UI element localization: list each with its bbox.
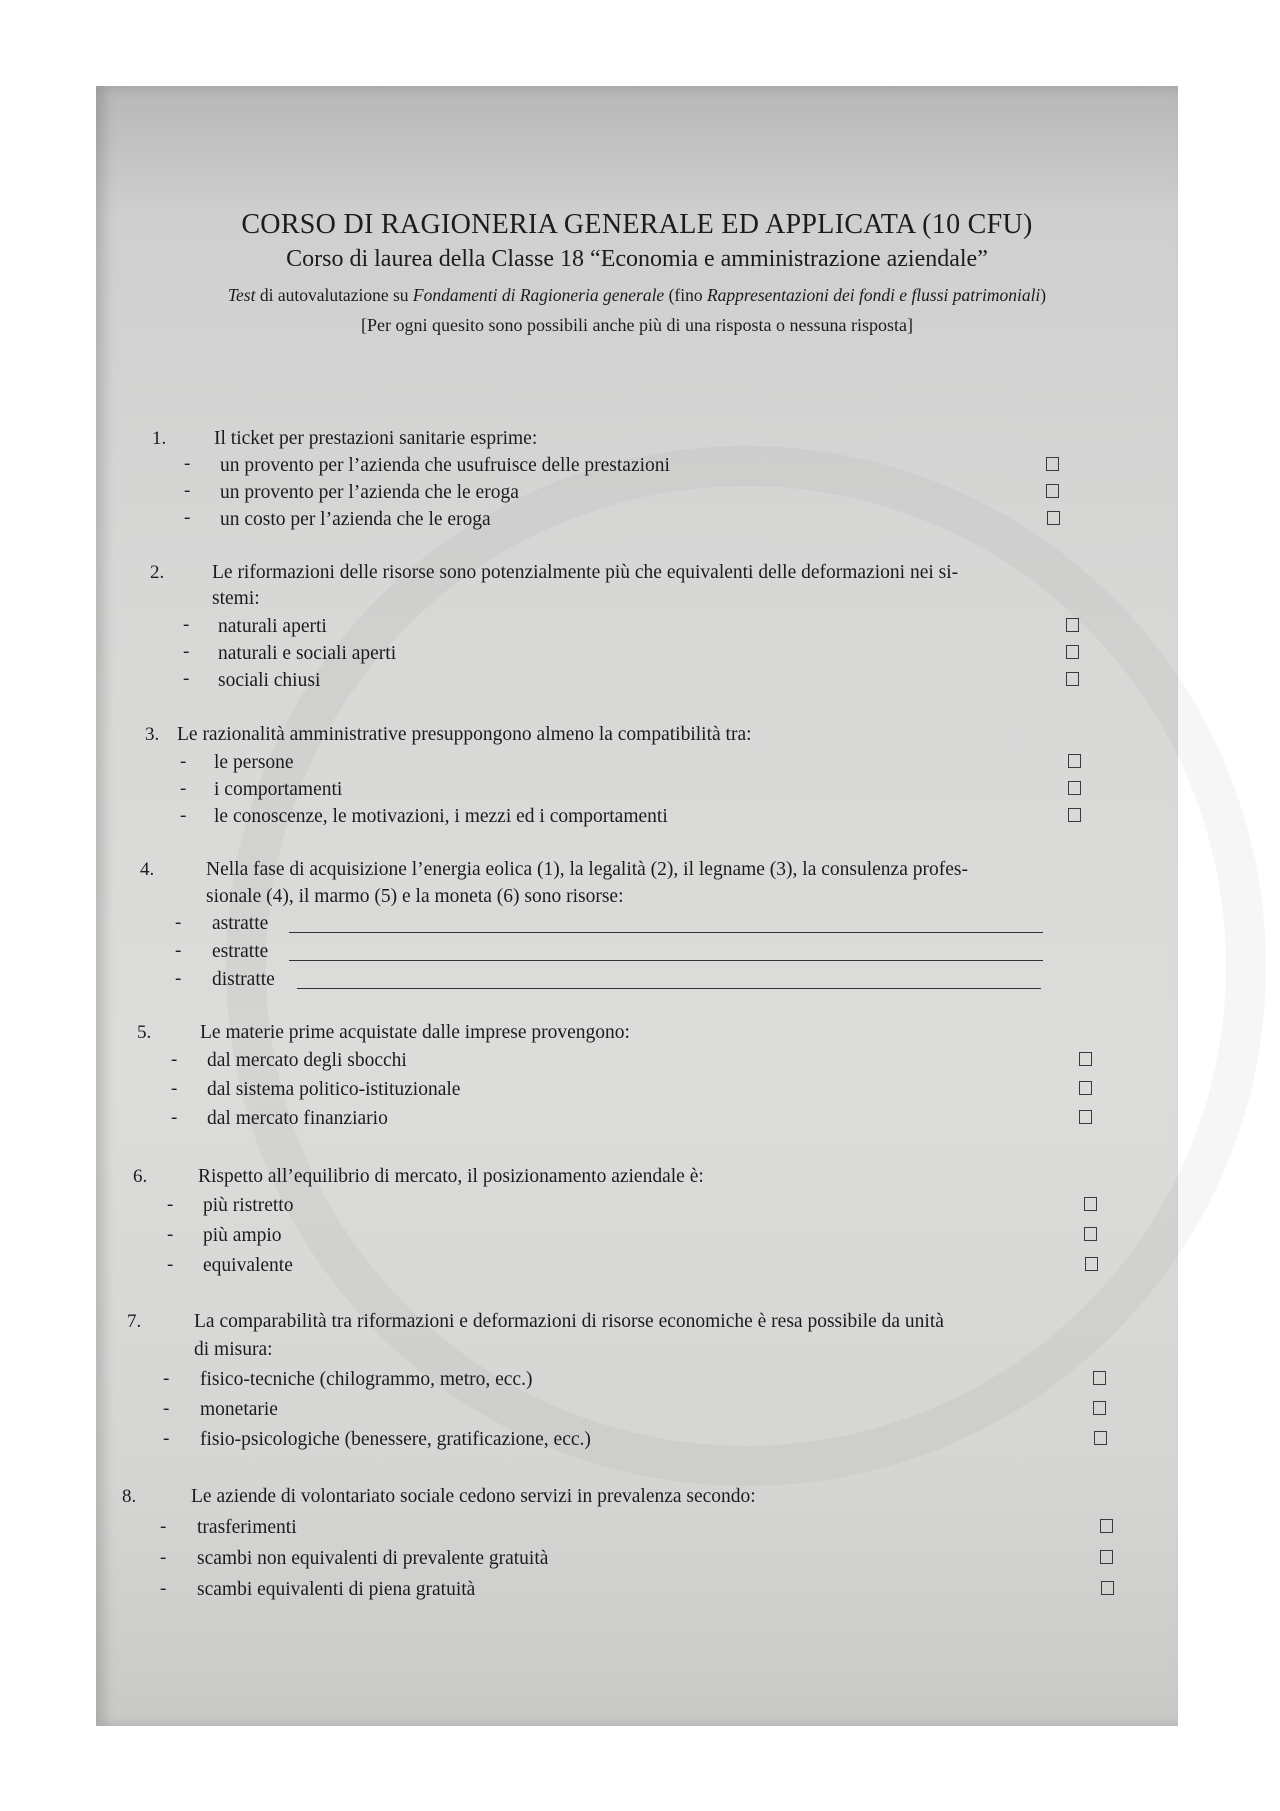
answer-checkbox[interactable] xyxy=(1084,1227,1097,1241)
question-text: Le razionalità amministrative presuppongono almeno la compatibilità tra: xyxy=(177,724,752,745)
answer-checkbox[interactable] xyxy=(1066,672,1079,686)
question-number: 2. xyxy=(150,562,165,583)
question-text: Rispetto all’equilibrio di mercato, il posizionamento aziendale è: xyxy=(198,1166,704,1187)
answer-checkbox[interactable] xyxy=(1047,511,1060,525)
option-label: dal mercato finanziario xyxy=(207,1108,388,1129)
answer-checkbox[interactable] xyxy=(1085,1257,1098,1271)
answer-checkbox[interactable] xyxy=(1079,1081,1092,1095)
option-label: dal sistema politico-istituzionale xyxy=(207,1079,461,1100)
option-label: fisio-psicologiche (benessere, gratificazione, ecc.) xyxy=(200,1429,591,1450)
option-dash: - xyxy=(184,507,191,528)
option-label: equivalente xyxy=(203,1255,293,1276)
option-dash: - xyxy=(160,1547,167,1568)
document-header xyxy=(96,208,1178,338)
option-dash: - xyxy=(175,912,182,933)
option-dash: - xyxy=(167,1224,174,1245)
option-label: distratte xyxy=(212,969,275,990)
option-label: scambi equivalenti di piena gratuità xyxy=(197,1579,476,1600)
question-text-cont: di misura: xyxy=(194,1339,273,1360)
option-dash: - xyxy=(180,805,187,826)
answer-line[interactable] xyxy=(289,960,1043,961)
option-dash: - xyxy=(183,668,190,689)
answer-checkbox[interactable] xyxy=(1100,1519,1113,1533)
course-title: CORSO DI RAGIONERIA GENERALE ED APPLICATA (10 CFU) xyxy=(241,209,1033,240)
option-label: estratte xyxy=(212,941,269,962)
answer-checkbox[interactable] xyxy=(1066,645,1079,659)
question-text-cont: sionale (4), il marmo (5) e la moneta (6) sono risorse: xyxy=(206,886,624,907)
course-subtitle: Corso di laurea della Classe 18 “Economia e amministrazione aziendale” xyxy=(286,246,988,272)
answer-checkbox[interactable] xyxy=(1046,484,1059,498)
answer-checkbox[interactable] xyxy=(1093,1401,1106,1415)
question-text: La comparabilità tra riformazioni e deformazioni di risorse economiche è resa possibile da unità xyxy=(194,1311,944,1332)
option-label: trasferimenti xyxy=(197,1517,297,1538)
option-label: un costo per l’azienda che le eroga xyxy=(220,509,491,530)
option-dash: - xyxy=(183,641,190,662)
option-dash: - xyxy=(163,1398,170,1419)
answer-checkbox[interactable] xyxy=(1066,618,1079,632)
question-number: 8. xyxy=(122,1486,137,1507)
option-dash: - xyxy=(184,480,191,501)
question-number: 7. xyxy=(127,1311,142,1332)
option-dash: - xyxy=(175,940,182,961)
test-description: Test di autovalutazione su Fondamenti di Ragioneria generale (fino Rappresentazioni dei fondi e flussi patrimoniali) xyxy=(227,285,1047,305)
answer-checkbox[interactable] xyxy=(1101,1581,1114,1595)
question-text: Le aziende di volontariato sociale cedono servizi in prevalenza secondo: xyxy=(191,1486,756,1507)
option-label: sociali chiusi xyxy=(218,670,321,691)
option-label: scambi non equivalenti di prevalente gratuità xyxy=(197,1548,549,1569)
option-label: le persone xyxy=(214,752,294,773)
option-label: fisico-tecniche (chilogrammo, metro, ecc.) xyxy=(200,1369,533,1390)
question-text: Nella fase di acquisizione l’energia eolica (1), la legalità (2), il legname (3), la consulenza profes- xyxy=(206,859,968,880)
answer-checkbox[interactable] xyxy=(1093,1371,1106,1385)
question-number: 3. xyxy=(145,724,160,745)
option-label: un provento per l’azienda che usufruisce delle prestazioni xyxy=(220,455,670,476)
answer-checkbox[interactable] xyxy=(1079,1110,1092,1124)
option-dash: - xyxy=(183,614,190,635)
option-dash: - xyxy=(163,1368,170,1389)
answer-checkbox[interactable] xyxy=(1046,457,1059,471)
option-dash: - xyxy=(180,751,187,772)
question-number: 6. xyxy=(133,1166,148,1187)
question-text: Il ticket per prestazioni sanitarie esprime: xyxy=(214,428,538,449)
option-label: le conoscenze, le motivazioni, i mezzi ed i comportamenti xyxy=(214,806,668,827)
option-label: dal mercato degli sbocchi xyxy=(207,1050,407,1071)
option-dash: - xyxy=(171,1078,178,1099)
option-dash: - xyxy=(175,968,182,989)
question-text-cont: stemi: xyxy=(212,588,260,609)
question-text: Le materie prime acquistate dalle imprese provengono: xyxy=(200,1022,630,1043)
instructions-note: [Per ogni quesito sono possibili anche più di una risposta o nessuna risposta] xyxy=(361,315,913,335)
option-label: monetarie xyxy=(200,1399,278,1420)
option-label: più ristretto xyxy=(203,1195,294,1216)
option-dash: - xyxy=(160,1516,167,1537)
option-label: un provento per l’azienda che le eroga xyxy=(220,482,519,503)
question-text: Le riformazioni delle risorse sono potenzialmente più che equivalenti delle deformazioni nei si- xyxy=(212,562,959,583)
answer-checkbox[interactable] xyxy=(1084,1197,1097,1211)
option-dash: - xyxy=(167,1194,174,1215)
answer-checkbox[interactable] xyxy=(1068,808,1081,822)
answer-checkbox[interactable] xyxy=(1079,1052,1092,1066)
answer-checkbox[interactable] xyxy=(1100,1550,1113,1564)
option-dash: - xyxy=(180,778,187,799)
question-number: 5. xyxy=(137,1022,152,1043)
option-label: più ampio xyxy=(203,1225,282,1246)
option-label: naturali aperti xyxy=(218,616,327,637)
option-label: naturali e sociali aperti xyxy=(218,643,397,664)
answer-checkbox[interactable] xyxy=(1068,781,1081,795)
question-number: 1. xyxy=(152,428,167,449)
option-label: astratte xyxy=(212,913,269,934)
answer-line[interactable] xyxy=(289,932,1043,933)
question-number: 4. xyxy=(140,859,155,880)
option-dash: - xyxy=(171,1107,178,1128)
option-dash: - xyxy=(171,1049,178,1070)
answer-checkbox[interactable] xyxy=(1094,1431,1107,1445)
option-label: i comportamenti xyxy=(214,779,343,800)
option-dash: - xyxy=(163,1428,170,1449)
option-dash: - xyxy=(160,1578,167,1599)
answer-checkbox[interactable] xyxy=(1068,754,1081,768)
option-dash: - xyxy=(167,1254,174,1275)
option-dash: - xyxy=(184,453,191,474)
answer-line[interactable] xyxy=(297,988,1041,989)
